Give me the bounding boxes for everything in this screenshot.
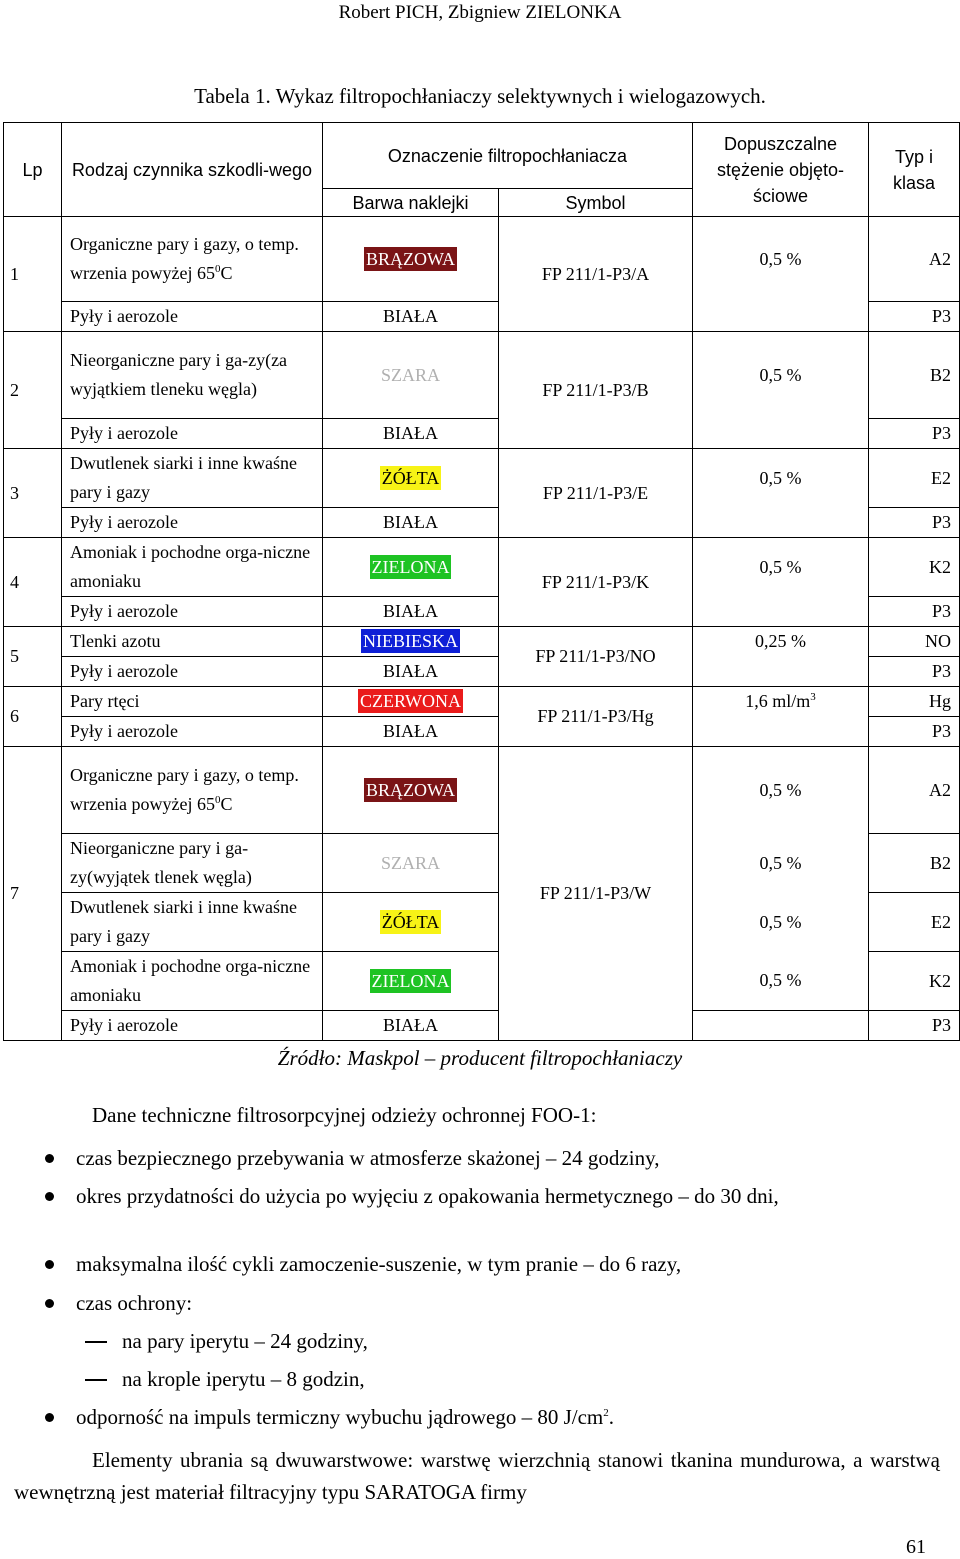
class-cell: B2 — [869, 332, 960, 419]
dust-agent-cell: Pyły i aerozole — [62, 419, 323, 449]
label-cell — [323, 217, 499, 302]
label-cell — [323, 538, 499, 597]
class-cell: Hg — [869, 687, 960, 717]
label-chip: CZERWONA — [360, 691, 461, 711]
concentration-cell — [693, 217, 869, 302]
body-paragraph: Elementy ubrania są dwuwarstwowe: warstwę wierzchnią stanowi tkanina mundurowa, a warstwą wewnętrzną jest materiał filtracyjny typu SARATOGA firmy — [14, 1448, 940, 1504]
conc-superscript: 3 — [810, 691, 816, 704]
dust-class-cell: P3 — [869, 717, 960, 747]
dust-class-cell: P3 — [869, 508, 960, 538]
label-chip: SZARA — [380, 364, 440, 385]
agent-cell — [62, 747, 323, 834]
page-header: Robert PICH, Zbigniew ZIELONKA — [338, 2, 622, 23]
symbol-cell: FP 211/1-P3/B — [499, 332, 693, 449]
dust-agent-cell: Pyły i aerozole — [62, 657, 323, 687]
table-row — [4, 1011, 960, 1041]
page-number: 61 — [906, 1536, 926, 1558]
dust-agent-cell: Pyły i aerozole — [62, 302, 323, 332]
concentration-cell: 0,5 % — [693, 834, 869, 893]
intro-text: Dane techniczne filtrosorpcyjnej odzieży ochronnej FOO-1: — [92, 1103, 597, 1127]
col-barwa: Barwa naklejki — [323, 189, 499, 217]
class-cell: B2 — [869, 834, 960, 893]
bullet-dot-icon — [45, 1413, 54, 1422]
bullet-text: czas bezpiecznego przebywania w atmosferze skażonej – 24 godziny, — [76, 1146, 660, 1170]
class-cell: K2 — [869, 952, 960, 1011]
row-lp: 5 — [4, 627, 62, 687]
label-chip: ZIELONA — [371, 970, 450, 991]
unit-superscript: 2 — [603, 1407, 609, 1419]
bullet-dot-icon — [45, 1154, 54, 1163]
temp-superscript: 0 — [214, 263, 221, 275]
agent-cell — [62, 332, 323, 419]
dust-concentration-cell — [693, 419, 869, 449]
concentration-cell — [693, 538, 869, 597]
dust-label-cell: BIAŁA — [323, 597, 499, 627]
symbol-cell: FP 211/1-P3/Hg — [499, 687, 693, 747]
concentration-cell — [693, 332, 869, 419]
label-cell — [323, 952, 499, 1011]
dust-label-cell: BIAŁA — [323, 302, 499, 332]
dust-class-cell: P3 — [869, 1011, 960, 1041]
table-source: Źródło: Maskpol – producent filtropochłaniaczy — [277, 1046, 683, 1070]
col-lp: Lp — [4, 123, 62, 217]
agent-text: Pary rtęci — [70, 691, 140, 711]
class-cell: E2 — [869, 893, 960, 952]
bullet-text: czas ochrony: — [76, 1291, 193, 1315]
concentration-text: 0,5 % — [759, 467, 802, 488]
dash-icon — [85, 1341, 107, 1343]
bullet-text: maksymalna ilość cykli zamoczenie-suszenie, w tym pranie – do 6 razy, — [76, 1252, 682, 1276]
concentration-text: 0,5 % — [759, 556, 802, 577]
table-row — [4, 717, 960, 747]
dust-agent-cell: Pyły i aerozole — [62, 597, 323, 627]
sub-item-text: na krople iperytu – 8 godzin, — [122, 1367, 365, 1391]
bullet-end: . — [608, 1405, 614, 1429]
agent-text: Dwutlenek siarki i inne kwaśne pary i gazy — [70, 453, 297, 502]
table-row — [4, 419, 960, 449]
agent-text: Nieorganiczne pary i ga-zy(wyjątek tlenek węgla) — [70, 838, 252, 887]
label-cell — [323, 834, 499, 893]
temp-unit: C — [220, 794, 233, 814]
col-symbol: Symbol — [499, 189, 693, 217]
class-cell: E2 — [869, 449, 960, 508]
dust-concentration-cell — [693, 1011, 869, 1041]
col-agent: Rodzaj czynnika szkodli-wego — [62, 123, 323, 217]
table-row — [4, 508, 960, 538]
dash-icon — [85, 1379, 107, 1381]
concentration-cell: 0,5 % — [693, 952, 869, 1011]
table-caption: Tabela 1. Wykaz filtropochłaniaczy selektywnych i wielogazowych. — [194, 84, 766, 108]
dust-class-cell: P3 — [869, 302, 960, 332]
table-row — [4, 597, 960, 627]
symbol-cell: FP 211/1-P3/E — [499, 449, 693, 538]
agent-text: Organiczne pary i gazy, o temp. wrzenia powyżej 65 — [70, 234, 299, 283]
table-row — [4, 302, 960, 332]
col-oznaczenie: Oznaczenie filtropochłaniacza — [323, 123, 693, 189]
concentration-text: 0,25 % — [755, 631, 806, 652]
table-row — [4, 893, 960, 952]
row-lp: 3 — [4, 449, 62, 538]
agent-text: Amoniak i pochodne orga-niczne amoniaku — [70, 956, 311, 1005]
col-stezenie: Dopuszczalne stężenie objęto-ściowe — [693, 123, 869, 217]
agent-cell — [62, 217, 323, 302]
symbol-cell: FP 211/1-P3/A — [499, 217, 693, 332]
dust-label-cell: BIAŁA — [323, 419, 499, 449]
table-row — [4, 834, 960, 893]
row-lp: 1 — [4, 217, 62, 332]
table-row — [4, 952, 960, 1011]
dust-agent-cell: Pyły i aerozole — [62, 1011, 323, 1041]
dust-agent-cell: Pyły i aerozole — [62, 508, 323, 538]
filter-table — [3, 122, 960, 1041]
table-row — [4, 747, 960, 834]
concentration-text: 0,5 % — [759, 364, 802, 385]
symbol-cell: FP 211/1-P3/NO — [499, 627, 693, 687]
dust-class-cell: P3 — [869, 419, 960, 449]
label-cell — [323, 627, 499, 657]
dust-label-cell: BIAŁA — [323, 508, 499, 538]
row-lp: 6 — [4, 687, 62, 747]
label-chip: NIEBIESKA — [363, 631, 458, 651]
label-chip: ŻÓŁTA — [381, 467, 440, 488]
label-cell — [323, 449, 499, 508]
sub-item-text: na pary iperytu – 24 godziny, — [122, 1329, 368, 1353]
col-typ: Typ i klasa — [869, 123, 960, 217]
table-row — [4, 687, 960, 717]
bullet-dot-icon — [45, 1299, 54, 1308]
symbol-cell: FP 211/1-P3/K — [499, 538, 693, 627]
symbol-cell: FP 211/1-P3/W — [499, 747, 693, 1041]
dust-label-cell: BIAŁA — [323, 657, 499, 687]
row-lp: 4 — [4, 538, 62, 627]
table-row — [4, 538, 960, 597]
dust-concentration-cell — [693, 302, 869, 332]
label-chip: ŻÓŁTA — [381, 911, 440, 932]
agent-text: Tlenki azotu — [70, 631, 161, 651]
class-cell: NO — [869, 627, 960, 657]
agent-cell — [62, 952, 323, 1011]
class-cell: A2 — [869, 747, 960, 834]
row-lp: 7 — [4, 747, 62, 1041]
agent-text: Dwutlenek siarki i inne kwaśne pary i gazy — [70, 897, 297, 946]
label-cell — [323, 893, 499, 952]
temp-unit: C — [220, 263, 233, 283]
dust-class-cell: P3 — [869, 597, 960, 627]
concentration-cell — [693, 449, 869, 508]
label-chip: BRĄZOWA — [366, 248, 455, 269]
table-row — [4, 332, 960, 419]
agent-cell — [62, 893, 323, 952]
bullet-text: odporność na impuls termiczny wybuchu jądrowego – 80 J/cm — [76, 1405, 604, 1429]
bullet-dot-icon — [45, 1192, 54, 1201]
dust-concentration-cell — [693, 717, 869, 747]
agent-cell — [62, 449, 323, 508]
dust-concentration-cell — [693, 597, 869, 627]
dust-concentration-cell — [693, 508, 869, 538]
concentration-cell: 0,5 % — [693, 747, 869, 834]
label-cell — [323, 687, 499, 717]
class-cell: K2 — [869, 538, 960, 597]
dust-label-cell: BIAŁA — [323, 717, 499, 747]
class-cell: A2 — [869, 217, 960, 302]
agent-text: Amoniak i pochodne orga-niczne amoniaku — [70, 542, 311, 591]
bullet-text: okres przydatności do użycia po wyjęciu z opakowania hermetycznego – do 30 dni, — [76, 1184, 779, 1208]
concentration-cell — [693, 687, 869, 717]
table-row — [4, 217, 960, 302]
dust-label-cell: BIAŁA — [323, 1011, 499, 1041]
agent-cell — [62, 538, 323, 597]
agent-text: Organiczne pary i gazy, o temp. wrzenia powyżej 65 — [70, 765, 299, 814]
label-chip: BRĄZOWA — [366, 779, 455, 800]
table-row — [4, 449, 960, 508]
concentration-cell: 0,5 % — [693, 893, 869, 952]
row-lp: 2 — [4, 332, 62, 449]
dust-agent-cell: Pyły i aerozole — [62, 717, 323, 747]
concentration-text: 0,5 % — [759, 248, 802, 269]
agent-text: Nieorganiczne pary i ga-zy(za wyjątkiem tleneku węgla) — [70, 350, 288, 399]
concentration-cell — [693, 627, 869, 657]
bullet-dot-icon — [45, 1260, 54, 1269]
table-row — [4, 627, 960, 657]
temp-superscript: 0 — [214, 794, 221, 806]
label-cell — [323, 332, 499, 419]
concentration-text: 1,6 ml/m — [745, 691, 811, 712]
label-chip: SZARA — [380, 852, 440, 873]
label-cell — [323, 747, 499, 834]
table-row — [4, 657, 960, 687]
dust-class-cell: P3 — [869, 657, 960, 687]
agent-cell — [62, 687, 323, 717]
label-chip: ZIELONA — [371, 556, 450, 577]
dust-concentration-cell — [693, 657, 869, 687]
agent-cell — [62, 834, 323, 893]
agent-cell — [62, 627, 323, 657]
